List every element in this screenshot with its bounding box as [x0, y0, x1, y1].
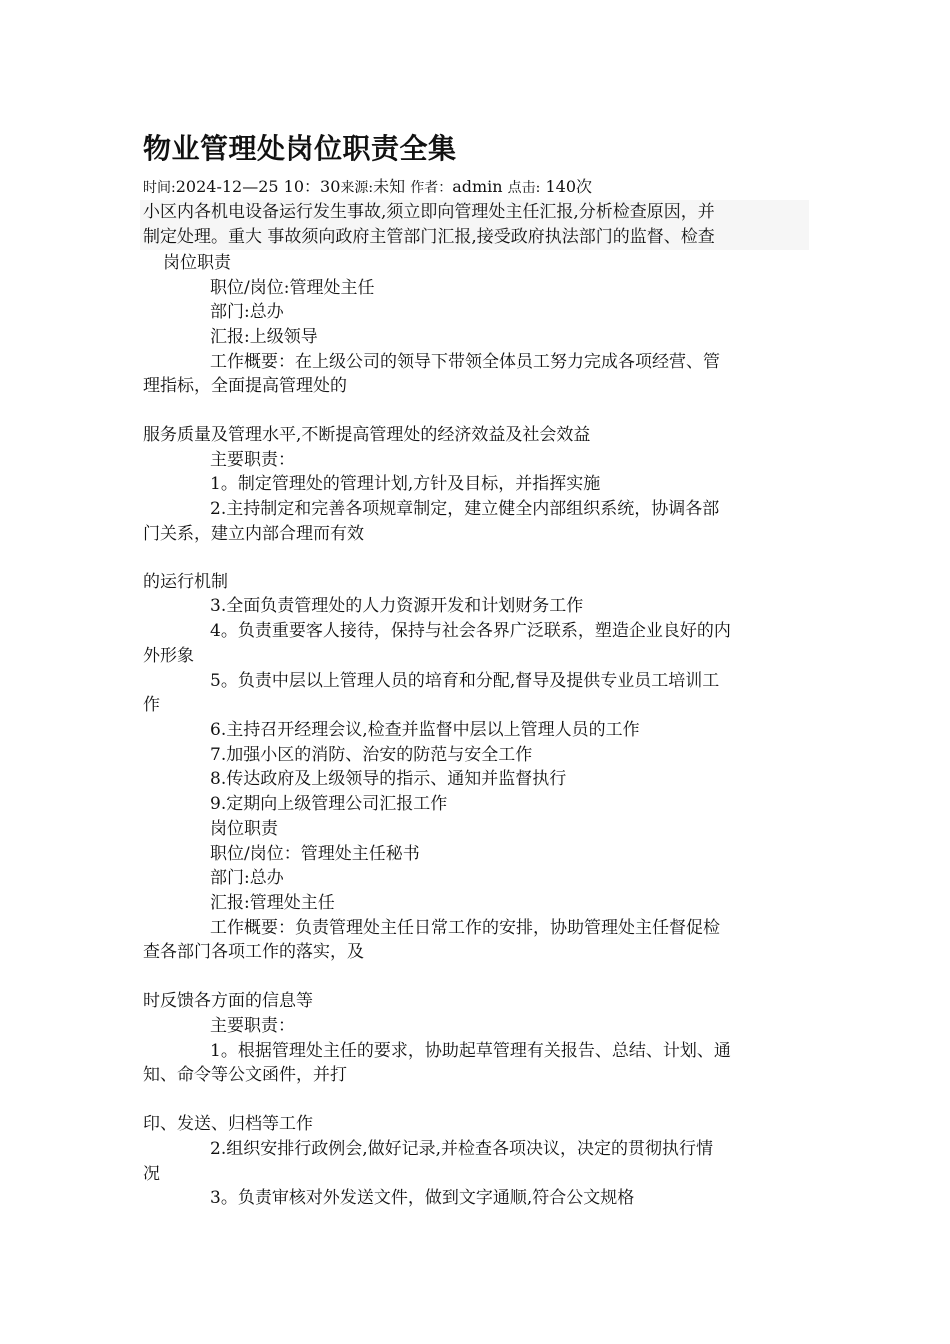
body-line: 1。根据管理处主任的要求，协助起草管理有关报告、总结、计划、通	[210, 1041, 731, 1061]
body-line: 主要职责：	[210, 1016, 295, 1036]
body-line: 6.主持召开经理会议,检查并监督中层以上管理人员的工作	[210, 720, 640, 740]
publish-time: 2024-12—25 10：30	[175, 177, 341, 196]
body-line: 4。负责重要客人接待，保持与社会各界广泛联系，塑造企业良好的内	[210, 621, 731, 641]
body-line: 8.传达政府及上级领导的指示、通知并监督执行	[210, 769, 567, 789]
body-line: 的运行机制	[143, 572, 228, 592]
body-line: 理指标，全面提高管理处的	[143, 376, 347, 396]
excerpt-box	[140, 200, 809, 250]
author-label: 作者：	[410, 180, 453, 196]
source-value: 未知	[373, 177, 406, 196]
body-line: 查各部门各项工作的落实，及	[143, 942, 364, 962]
body-line: 3.全面负责管理处的人力资源开发和计划财务工作	[210, 596, 584, 616]
excerpt-line: 制定处理。重大 事故须向政府主管部门汇报,接受政府执法部门的监督、检查	[143, 227, 715, 247]
body-line: 9.定期向上级管理公司汇报工作	[210, 794, 448, 814]
clicks-count: 140	[545, 177, 577, 196]
body-line: 印、发送、归档等工作	[143, 1114, 313, 1134]
body-line: 时反馈各方面的信息等	[143, 991, 313, 1011]
body-line: 汇报:上级领导	[210, 327, 318, 347]
body-line: 3。负责审核对外发送文件，做到文字通顺,符合公文规格	[210, 1188, 635, 1208]
article-meta	[143, 176, 592, 199]
body-line: 职位/岗位：管理处主任秘书	[210, 844, 420, 864]
body-line: 5。负责中层以上管理人员的培育和分配,督导及提供专业员工培训工	[210, 671, 720, 691]
body-line: 1。制定管理处的管理计划,方针及目标，并指挥实施	[210, 474, 601, 494]
body-line: 职位/岗位:管理处主任	[210, 278, 375, 298]
body-line: 部门:总办	[210, 302, 284, 322]
section-heading: 岗位职责	[210, 819, 278, 839]
clicks-label: 点击:	[507, 180, 541, 196]
body-line: 服务质量及管理水平,不断提高管理处的经济效益及社会效益	[143, 425, 591, 445]
body-line: 知、命令等公文函件，并打	[143, 1065, 347, 1085]
body-line: 主要职责：	[210, 450, 295, 470]
body-line: 况	[143, 1164, 160, 1184]
clicks-unit: 次	[576, 177, 593, 196]
body-line: 2.组织安排行政例会,做好记录,并检查各项决议，决定的贯彻执行情	[210, 1139, 714, 1159]
body-line: 7.加强小区的消防、治安的防范与安全工作	[210, 745, 533, 765]
source-label: 来源:	[340, 180, 374, 196]
section-heading: 岗位职责	[163, 253, 231, 273]
body-line: 部门:总办	[210, 868, 284, 888]
body-line: 门关系，建立内部合理而有效	[143, 524, 364, 544]
body-line: 工作概要：负责管理处主任日常工作的安排，协助管理处主任督促检	[210, 918, 720, 938]
body-line: 2.主持制定和完善各项规章制定，建立健全内部组织系统，协调各部	[210, 499, 720, 519]
body-line: 工作概要：在上级公司的领导下带领全体员工努力完成各项经营、管	[210, 352, 720, 372]
body-line: 外形象	[143, 646, 194, 666]
body-line: 汇报:管理处主任	[210, 893, 335, 913]
time-label: 时间:	[143, 180, 176, 196]
author-value: admin	[452, 177, 503, 196]
article-title: 物业管理处岗位职责全集	[143, 132, 457, 165]
body-line: 作	[143, 695, 160, 715]
excerpt-line: 小区内各机电设备运行发生事故,须立即向管理处主任汇报,分析检查原因，并	[143, 202, 715, 222]
